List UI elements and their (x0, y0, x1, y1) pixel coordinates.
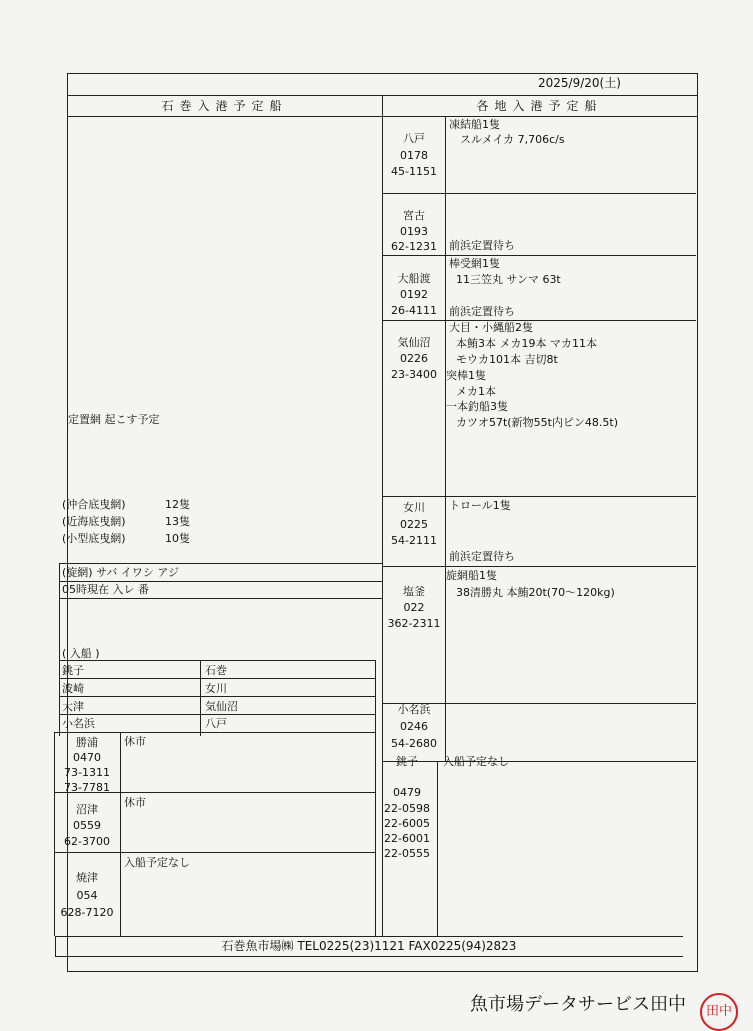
line (59, 563, 382, 564)
port-line: 入船予定なし (443, 755, 509, 768)
line (375, 732, 376, 936)
line (375, 660, 376, 736)
line (445, 116, 446, 761)
makiami-note: (旋網) サバ イワシ アジ (62, 566, 179, 579)
port-phone: 62-1231 (391, 240, 437, 253)
port-line: メカ1本 (456, 385, 496, 398)
port-line: 突棒1隻 (446, 369, 486, 382)
port-phone: 54-2111 (391, 534, 437, 547)
port-phone: 628-7120 (60, 906, 114, 919)
nyusen-from: 大津 (62, 700, 84, 713)
port-phone: 0178 (400, 149, 428, 162)
port-phone: 0225 (400, 518, 428, 531)
port-phone: 45-1151 (391, 165, 437, 178)
port-phone: 054 (76, 889, 98, 902)
port-phone: 0559 (73, 819, 101, 832)
port-name-kesennuma: 気仙沼 (397, 336, 431, 349)
port-phone: 73-1311 (64, 766, 110, 779)
hanko-stamp: 田中 (700, 993, 738, 1031)
footer-contact: 石巻魚市場㈱ TEL0225(23)1121 FAX0225(94)2823 (221, 939, 517, 953)
time-note: 05時現在 入レ 番 (62, 583, 149, 596)
line (55, 956, 683, 957)
port-line: カツオ57t(新物55t内ピン48.5t) (456, 416, 619, 429)
port-line: 棒受網1隻 (449, 257, 500, 270)
line (55, 936, 683, 937)
port-phone: 23-3400 (391, 368, 437, 381)
port-phone: 22-0598 (384, 802, 430, 815)
port-line: 大目・小縄船2隻 (449, 321, 533, 334)
port-phone: 0193 (400, 225, 428, 238)
port-line: 本鮪3本 メカ19本 マカ11本 (456, 337, 597, 350)
line (120, 732, 121, 936)
trawl-count: 10隻 (165, 532, 190, 545)
port-line: トロール1隻 (449, 499, 511, 512)
port-line: 一本釣船3隻 (446, 400, 508, 413)
port-phone: 22-0555 (384, 847, 430, 860)
port-phone: 0226 (400, 352, 428, 365)
nyusen-from: 小名浜 (62, 717, 95, 730)
port-phone: 22-6005 (384, 817, 430, 830)
port-name-choshi: 銚子 (396, 755, 418, 768)
line (382, 193, 696, 194)
line (59, 678, 375, 679)
port-phone: 0246 (400, 720, 428, 733)
port-name-numazu: 沼津 (76, 803, 98, 816)
port-phone: 73-7781 (64, 781, 110, 794)
port-note: 前浜定置待ち (449, 550, 515, 563)
left-header: 石巻入港予定船 (161, 99, 288, 113)
port-phone: 62-3700 (64, 835, 110, 848)
trawl-label: (近海底曳網) (62, 515, 126, 528)
port-name-katsuura: 勝浦 (76, 736, 98, 749)
nyusen-to: 女川 (205, 682, 227, 695)
port-note: 前浜定置待ち (449, 305, 515, 318)
port-name-onagawa: 女川 (403, 501, 425, 514)
nyusen-from: 銚子 (62, 664, 84, 677)
line (382, 255, 696, 256)
port-name-hachinohe: 八戸 (403, 132, 425, 145)
nyusen-to: 石巻 (205, 664, 227, 677)
port-name-yaizu: 焼津 (76, 871, 98, 884)
report-date: 2025/9/20(土) (538, 76, 621, 90)
right-header: 各地入港予定船 (476, 99, 603, 113)
line (54, 732, 375, 733)
port-phone: 0192 (400, 288, 428, 301)
port-line: 凍結船1隻 (449, 118, 500, 131)
line (382, 496, 696, 497)
port-line: モウカ101本 吉切8t (456, 353, 558, 366)
port-phone: 0470 (73, 751, 101, 764)
port-info: 休市 (124, 796, 146, 809)
port-info: 休市 (124, 735, 146, 748)
line (200, 660, 201, 736)
port-info: 入船予定なし (124, 856, 190, 869)
line (59, 714, 375, 715)
port-name-onahama: 小名浜 (397, 703, 431, 716)
signature: 魚市場データサービス田中 (470, 994, 686, 1015)
line (437, 761, 438, 936)
port-line: 旋網船1隻 (446, 569, 497, 582)
trawl-label: (小型底曳網) (62, 532, 126, 545)
port-line: スルメイカ 7,706c/s (460, 133, 565, 146)
port-name-ofunato: 大船渡 (397, 272, 431, 285)
trawl-count: 12隻 (165, 498, 190, 511)
port-phone: 22-6001 (384, 832, 430, 845)
line (54, 852, 375, 853)
trawl-count: 13隻 (165, 515, 190, 528)
nyusen-to: 八戸 (205, 717, 227, 730)
line (59, 598, 382, 599)
line (382, 320, 696, 321)
port-phone: 0479 (393, 786, 421, 799)
line (59, 563, 60, 736)
nyusen-to: 気仙沼 (205, 700, 238, 713)
port-phone: 26-4111 (391, 304, 437, 317)
port-line: 11三笠丸 サンマ 63t (456, 273, 561, 286)
port-note: 前浜定置待ち (449, 239, 515, 252)
nyusen-title: ( 入船 ) (62, 647, 100, 660)
port-line: 38清勝丸 本鮪20t(70〜120kg) (456, 586, 615, 599)
trawl-label: (沖合底曳網) (62, 498, 126, 511)
port-phone: 362-2311 (387, 617, 441, 630)
line (59, 696, 375, 697)
nyusen-from: 波崎 (62, 682, 84, 695)
teichi-note: 定置網 起こす予定 (68, 413, 160, 426)
port-name-miyako: 宮古 (403, 209, 425, 222)
port-phone: 022 (403, 601, 425, 614)
port-name-shiogama: 塩釜 (403, 585, 425, 598)
line (59, 660, 375, 661)
port-phone: 54-2680 (391, 737, 437, 750)
line (382, 566, 696, 567)
